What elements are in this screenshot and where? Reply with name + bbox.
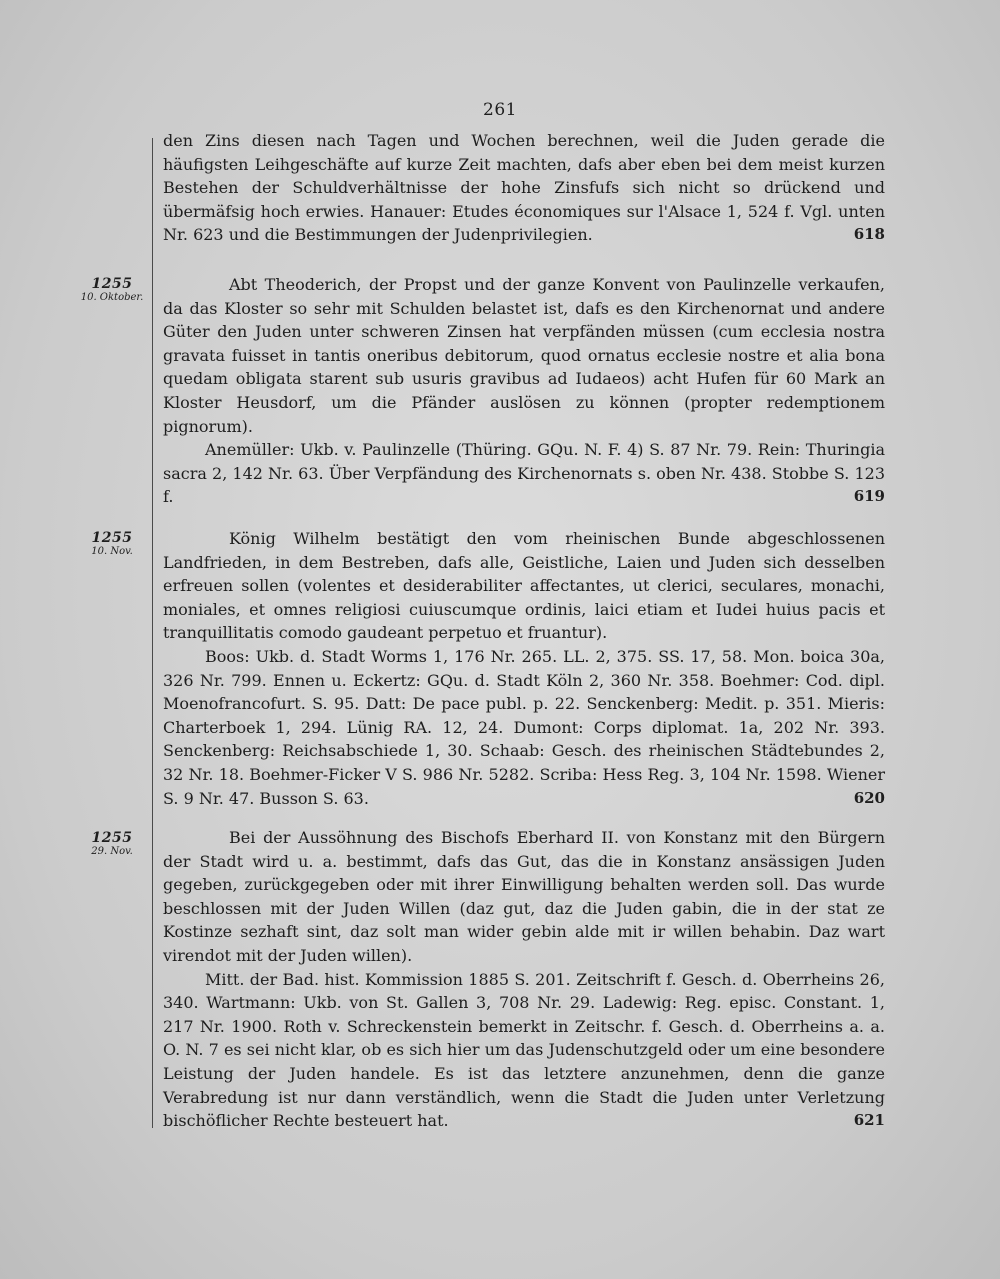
entry-621-text: Bei der Aussöhnung des Bischofs Eberhard II. von Konstanz mit den Bürgern der Stadt wird u. a. bestimmt, dafs das Gut, das die in Konstanz ansässigen Juden gegeben, zurückgegeben oder mit ihrer Einwilligung behalten werden soll. Das wurde beschlossen mit der Juden Willen (daz gut, daz die Juden gabin, die in der stat ze Kostinze sezhaft sint, daz solt man wider gebin alde mit ir willen behabin. Daz wart virendot mit der Juden willen). (163, 828, 885, 965)
margin-day: 10. Oktober. (80, 292, 144, 303)
margin-year: 1255 (91, 276, 133, 292)
entry-619-text: Abt Theoderich, der Propst und der ganze Konvent von Paulinzelle verkaufen, da das Kloster so sehr mit Schulden belastet ist, dafs es den Kirchenornat und andere Güter den Juden unter schweren Zinsen hat verpfänden müssen (cum ecclesia nostra gravata fuisset in tantis oneribus debitorum, quod ornatus ecclesie nostre et alia bona quedam obligata starent sub usuris gravibus ad Iudaeos) acht Hufen für 60 Mark an Kloster Heusdorf, um die Pfänder auslösen zu können (propter redemptionem pignorum). (163, 275, 885, 436)
margin-year: 1255 (91, 830, 133, 846)
margin-date-620 (70, 530, 154, 558)
entry-619-refs: Anemüller: Ukb. v. Paulinzelle (Thüring. GQu. N. F. 4) S. 87 Nr. 79. Rein: Thuringia sacra 2, 142 Nr. 63. Über Verpfändung des Kirchenornats s. oben Nr. 438. Stobbe S. 123 f. 619 (163, 438, 885, 509)
entry-621 (163, 826, 885, 1133)
entry-number-621: 621 (853, 1111, 885, 1130)
entry-number-619: 619 (853, 487, 885, 506)
margin-date-621 (70, 830, 154, 858)
entry-620 (163, 527, 885, 810)
margin-day: 29. Nov. (91, 846, 133, 857)
entry-number-618: 618 (853, 225, 885, 244)
margin-year: 1255 (91, 530, 133, 546)
entry-620-text: König Wilhelm bestätigt den vom rheinischen Bunde abgeschlossenen Landfrieden, in dem Bestreben, dafs alle, Geistliche, Laien und Juden sich desselben erfreuen sollen (volentes et desiderabiliter affectantes, ut clerici, seculares, monachi, moniales, et omnes religiosi cuiuscumque ordinis, laici etiam et Iudei huius pacis et tranquillitatis comodo gaudeant perpetuo et fruantur). (163, 529, 885, 643)
entry-621-refs: Mitt. der Bad. hist. Kommission 1885 S. 201. Zeitschrift f. Gesch. d. Oberrheins 26, 340. Wartmann: Ukb. von St. Gallen 3, 708 Nr. 29. Ladewig: Reg. episc. Constant. 1, 217 Nr. 1900. Roth v. Schreckenstein bemerkt in Zeitschr. f. Gesch. d. Oberrheins a. a. O. N. 7 es sei nicht klar, ob es sich hier um das Judenschutzgeld oder um eine besondere Leistung der Juden handele. Es ist das letztere anzunehmen, denn die ganze Verabredung ist nur dann verständlich, wenn die Stadt die Juden unter Verletzung bischöflicher Rechte besteuert hat. 621 (163, 968, 885, 1133)
entry-number-620: 620 (853, 788, 885, 807)
margin-date-619 (70, 276, 154, 304)
entry-620-refs: Boos: Ukb. d. Stadt Worms 1, 176 Nr. 265. LL. 2, 375. SS. 17, 58. Mon. boica 30a, 326 Nr. 799. Ennen u. Eckertz: GQu. d. Stadt Köln 2, 360 Nr. 358. Boehmer: Cod. dipl. Moenofrancofurt. S. 95. Datt: De pace publ. p. 22. Senckenberg: Medit. p. 351. Mieris: Charterboek 1, 294. Lünig RA. 12, 24. Dumont: Corps diplomat. 1a, 202 Nr. 393. Senckenberg: Reichsabschiede 1, 30. Schaab: Gesch. des rheinischen Städtebundes 2, 32 Nr. 18. Boehmer-Ficker V S. 986 Nr. 5282. Scriba: Hess Reg. 3, 104 Nr. 1598. Wiener S. 9 Nr. 47. Busson S. 63. 620 (163, 645, 885, 810)
margin-day: 10. Nov. (91, 546, 133, 557)
page-number: 261 (483, 100, 517, 120)
entry-618-text: den Zins diesen nach Tagen und Wochen berechnen, weil die Juden gerade die häufigsten Leihgeschäfte auf kurze Zeit machten, dafs aber eben bei dem meist kurzen Bestehen der Schuldverhältnisse der hohe Zinsfufs sich nicht so drückend und übermäfsig hoch erwies. Hanauer: Etudes économiques sur l'Alsace 1, 524 f. Vgl. unten Nr. 623 und die Bestimmungen der Judenprivilegien. 618 (163, 129, 885, 247)
entry-618 (163, 129, 885, 247)
entry-619 (163, 273, 885, 509)
